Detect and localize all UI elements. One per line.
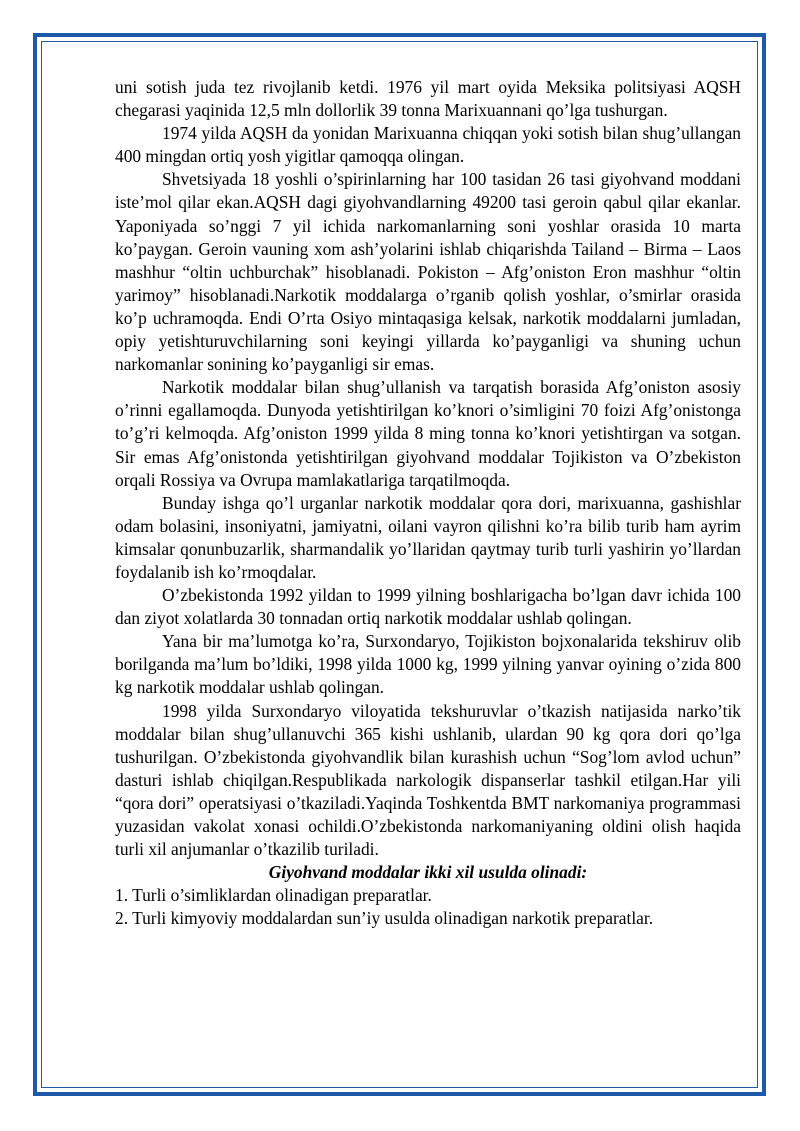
document-body <box>115 76 741 930</box>
paragraph: 1974 yilda AQSH da yonidan Marixuanna chiqqan yoki sotish bilan shug’ullangan 400 mingdan ortiq yosh yigitlar qamoqqa olingan. <box>115 123 741 167</box>
list-item: 2. Turli kimyoviy moddalardan sun’iy usulda olinadigan narkotik preparatlar. <box>115 908 654 929</box>
paragraph: 1998 yilda Surxondaryo viloyatida tekshuruvlar o’tkazish natijasida narko’tik moddalar bilan shug’ullanuvchi 365 kishi ushlanib, ulardan 90 kg qora dori qo’lga tushurilgan. O’zbekistonda giyohvandlik bilan kurashish uchun “Sog’lom avlod uchun” dasturi ishlab chiqilgan.Respublikada narkologik dispanserlar tashkil etilgan.Har yili “qora dori” operatsiyasi o’tkaziladi.Yaqinda Toshkentda BMT narkomaniya programmasi yuzasidan vakolat xonasi ochildi.O’zbekistonda narkomaniyaning oldini olish haqida turli xil anjumanlar o’tkazilib turiladi. <box>115 700 741 860</box>
paragraph: Yana bir ma’lumotga ko’ra, Surxondaryo, Tojikiston bojxonalarida tekshiruv olib borilganda ma’lum bo’ldiki, 1998 yilda 1000 kg, 1999 yilning yanvar oyining o’zida 800 kg narkotik moddalar ushlab qolingan. <box>115 631 741 698</box>
paragraph: O’zbekistonda 1992 yildan to 1999 yilning boshlarigacha bo’lgan davr ichida 100 dan ziyot xolatlarda 30 tonnadan ortiq narkotik moddalar ushlab qolingan. <box>115 585 741 629</box>
paragraph-continuation: uni sotish juda tez rivojlanib ketdi. 1976 yil mart oyida Meksika politsiyasi AQSH chegarasi yaqinida 12,5 mln dollorlik 39 tonna Marixuannani qo’lga tushurgan. <box>115 77 741 121</box>
paragraph: Narkotik moddalar bilan shug’ullanish va tarqatish borasida Afg’oniston asosiy o’rinni egallamoqda. Dunyoda yetishtirilgan ko’knori o’simligini 70 foizi Afg’onistonga to’g’ri kelmoqda. Afg’oniston 1999 yilda 8 ming tonna ko’knori yetishtirgan va sotgan. Sir emas Afg’onistonda yetishtirilgan giyohvand moddalar Tojikiston va O’zbekiston orqali Rossiya va Ovrupa mamlakatlariga tarqatilmoqda. <box>115 377 741 490</box>
section-heading: Giyohvand moddalar ikki xil usulda olinadi: <box>268 862 588 883</box>
paragraph: Shvetsiyada 18 yoshli o’spirinlarning har 100 tasidan 26 tasi giyohvand moddani iste’mol qilar ekan.AQSH dagi giyohvandlarning 49200 tasi geroin qabul qilar ekanlar. Yaponiyada so’nggi 7 yil ichida narkomanlarning soni yoshlar orasida 10 marta ko’paygan. Geroin vauning xom ash’yolarini ishlab chiqarishda Tailand – Birma – Laos mashhur “oltin uchburchak” hisoblanadi. Pokiston – Afg’oniston Eron mashhur “oltin yarimoy” hisoblanadi.Narkotik moddalarga o’rganib qolish yoshlar, o’smirlar orasida ko’p uchramoqda. Endi O’rta Osiyo mintaqasiga kelsak, narkotik moddalarni jumladan, opiy yetishturuvchilarning soni keyingi yillarda ko’payganligi va shuning uchun narkomanlar sonining ko’payganligi sir emas. <box>115 169 741 375</box>
paragraph: Bunday ishga qo’l urganlar narkotik moddalar qora dori, marixuanna, gashishlar odam bolasini, insoniyatni, jamiyatni, oilani vayron qilishni ko’ra bilib turib ham ayrim kimsalar qonunbuzarlik, sharmandalik yo’llaridan qaytmay turib turli yashirin yo’llardan foydalanib ish ko’rmoqdalar. <box>115 492 741 582</box>
list-item: 1. Turli o’simliklardan olinadigan preparatlar. <box>115 885 432 906</box>
